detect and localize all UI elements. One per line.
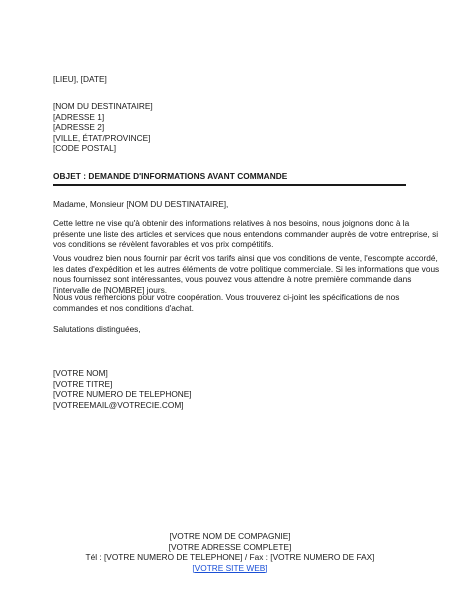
recipient-name: [NOM DU DESTINATAIRE] [53,101,153,111]
subject-divider [53,184,406,186]
letter-subject [53,171,408,182]
paragraph-line: vos conditions se révèlent favorables et vos prix compétitifs. [53,239,274,249]
closing [53,324,408,335]
paragraph-line: nous fournissez sont intéressantes, vous pouvez vous attendre à notre première commande dans [53,274,412,284]
signature-name: [VOTRE NOM] [53,368,108,378]
footer-address: [VOTRE ADRESSE COMPLETE] [168,541,292,552]
footer-contact: Tél : [VOTRE NUMERO DE TELEPHONE] / Fax : [VOTRE NUMERO DE FAX] [85,552,375,562]
paragraph-line: commandes et nos conditions d'achat. [53,302,194,313]
recipient-address2: [ADRESSE 2] [53,122,105,132]
salutation-text: Madame, Monsieur [NOM DU DESTINATAIRE], [53,199,229,209]
footer-website-link[interactable]: [VOTRE SITE WEB] [192,562,268,573]
signature-title: [VOTRE TITRE] [53,378,113,389]
place-date [53,74,408,85]
paragraph-line: Nous vous remercions pour votre coopération. Vous trouverez ci-joint les spécifications de nos [53,292,400,302]
place-date-text: [LIEU], [DATE] [53,74,107,84]
body-paragraph-3 [53,292,408,313]
signature-email: [VOTREEMAIL@VOTRECIE.COM] [53,399,184,410]
closing-text: Salutations distinguées, [53,324,141,334]
paragraph-line: Vous voudrez bien nous fournir par écrit vos tarifs ainsi que vos conditions de vente, l'escompte accordé, [53,253,438,263]
recipient-city-state: [VILLE, ÉTAT/PROVINCE] [53,132,151,143]
recipient-address1: [ADRESSE 1] [53,111,105,122]
paragraph-line: les dates d'expédition et les autres éléments de votre politique commerciale. Si les informations que vous [53,263,440,274]
footer-company: [VOTRE NOM DE COMPAGNIE] [169,531,291,541]
body-paragraph-1 [53,218,439,250]
paragraph-line: Cette lettre ne vise qu'à obtenir des informations relatives à nos besoins, nous joignons donc à la [53,218,410,228]
signature-block [53,368,408,410]
letter-footer [0,531,460,573]
salutation [53,199,408,210]
recipient-address-block [53,101,408,154]
paragraph-line: l'intervalle de [NOMBRE] jours. [53,284,168,295]
recipient-postal-code: [CODE POSTAL] [53,143,117,153]
subject-text: OBJET : DEMANDE D'INFORMATIONS AVANT COMMANDE [53,171,288,181]
signature-phone: [VOTRE NUMERO DE TELEPHONE] [53,389,192,399]
body-paragraph-2 [53,253,440,295]
paragraph-line: présente une liste des articles et services que nous entendons commander auprès de votre entreprise, si [53,228,439,239]
